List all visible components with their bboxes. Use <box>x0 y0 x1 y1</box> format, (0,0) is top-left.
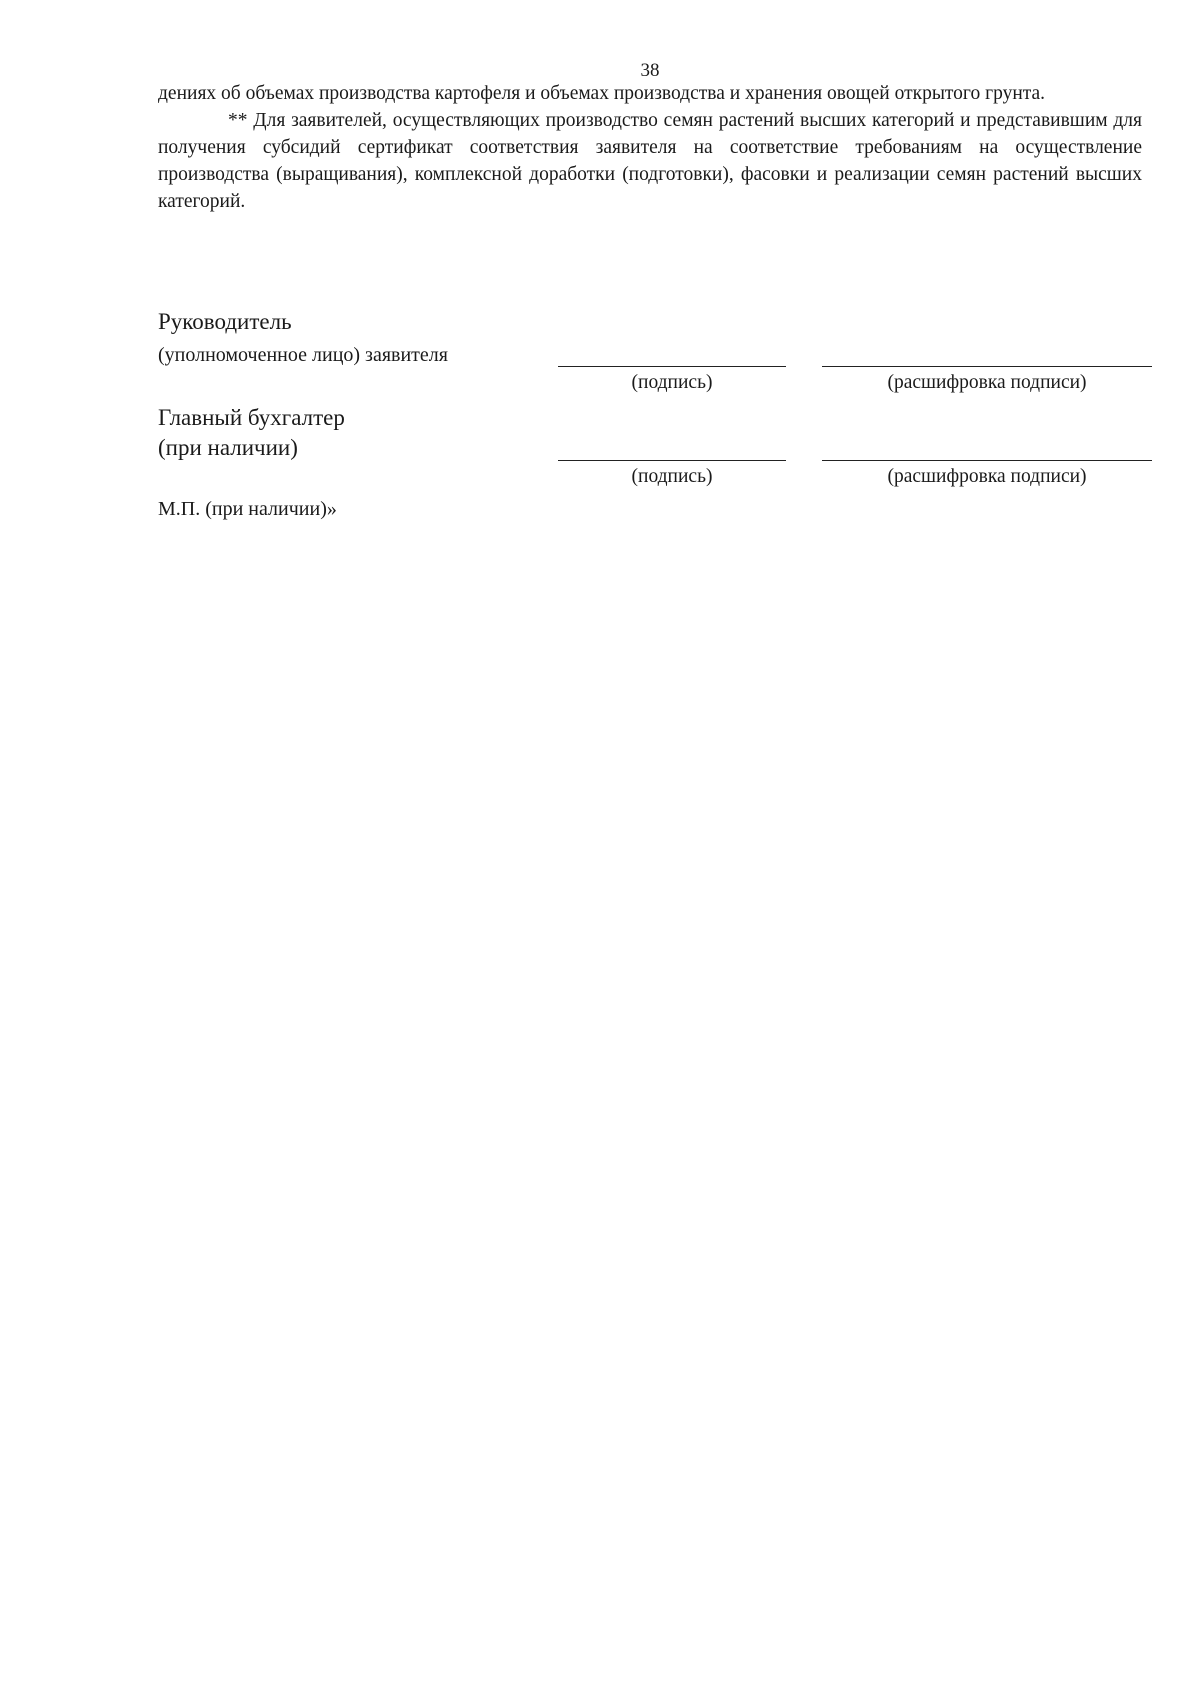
stamp-note: М.П. (при наличии)» <box>158 498 337 520</box>
accountant-decoding-line <box>822 460 1152 461</box>
page-number: 38 <box>640 60 660 81</box>
body-text <box>158 80 1142 215</box>
head-decoding-line <box>822 366 1152 367</box>
head-signature-caption: (подпись) <box>631 372 713 393</box>
head-signature-line <box>558 366 786 367</box>
accountant-signature-line <box>558 460 786 461</box>
accountant-subtitle: (при наличии) <box>158 435 298 460</box>
accountant-signature-caption: (подпись) <box>631 466 713 487</box>
accountant-decoding-caption: (расшифровка подписи) <box>887 466 1087 487</box>
head-decoding-caption: (расшифровка подписи) <box>887 372 1087 393</box>
head-subtitle: (уполномоченное лицо) заявителя <box>158 344 448 366</box>
paragraph-continuation: дениях об объемах производства картофеля и объемах производства и хранения овощей открытого грунта. <box>158 83 1046 104</box>
head-title: Руководитель <box>158 309 292 334</box>
accountant-title: Главный бухгалтер <box>158 405 345 430</box>
paragraph-footnote: ** Для заявителей, осуществляющих производство семян растений высших категорий и представившим для получения субсидий сертификат соответствия заявителя на соответствие требованиям на осуществление производства (выращивания), комплексной доработки (подготовки), фасовки и реализации семян растений высших категорий. <box>158 110 1142 212</box>
